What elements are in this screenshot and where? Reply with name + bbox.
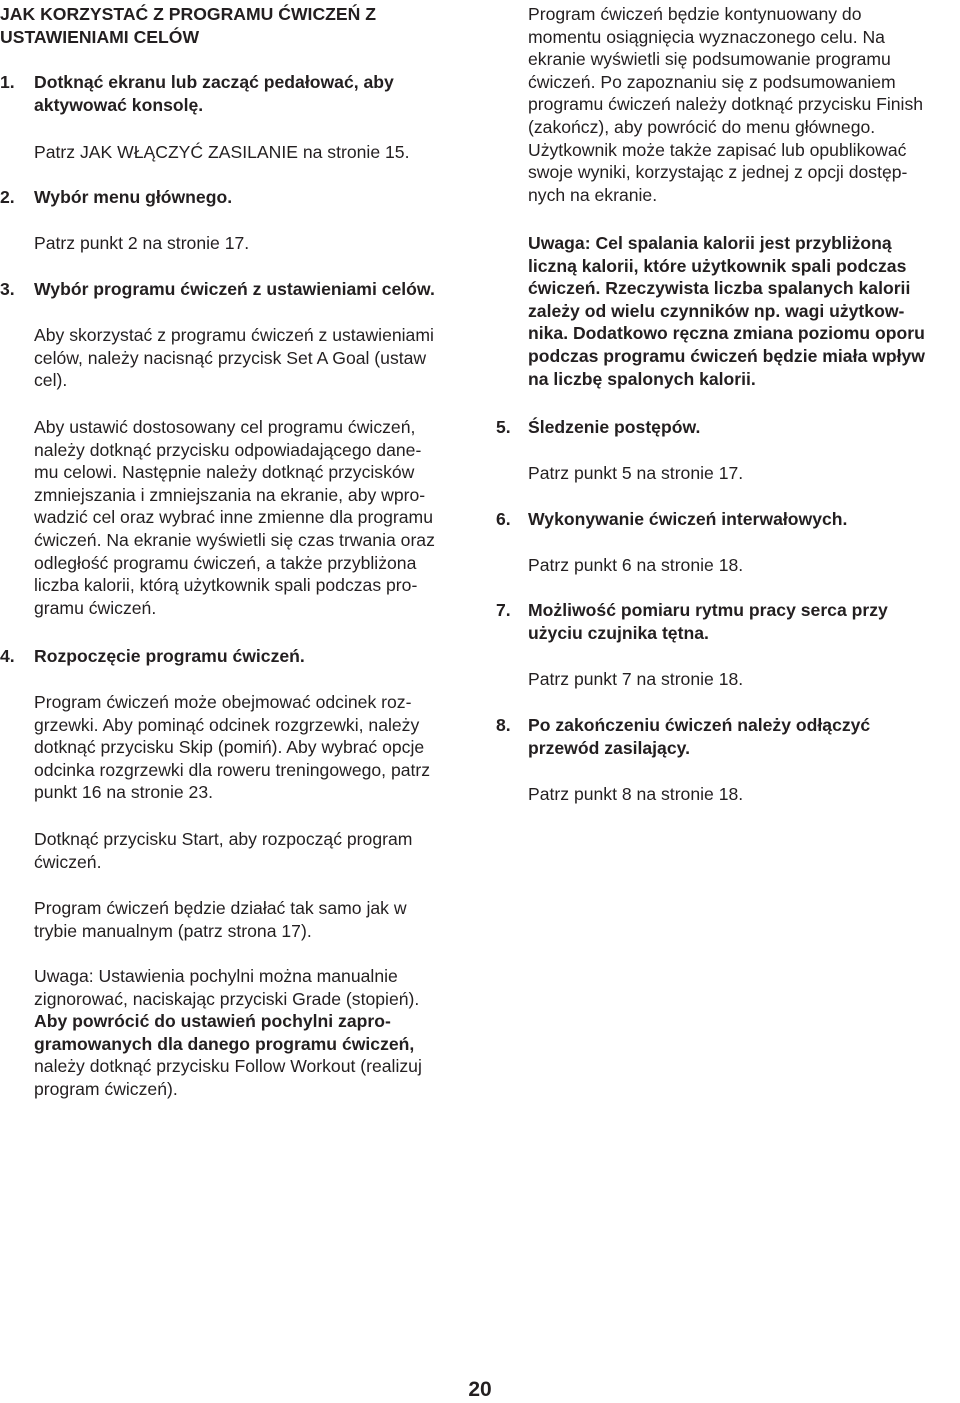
heading-line: USTAWIENIAMI CELÓW [0,26,200,47]
step-8-reference: Patrz punkt 8 na stronie 18. [528,784,744,804]
step-7-title [528,599,888,644]
heading-line: JAK KORZYSTAĆ Z PROGRAMU ĆWICZEŃ Z [0,4,376,24]
text-line: należy dotknąć przycisku odpowiadającego dane- [34,439,422,460]
text-line: na liczbę spalonych kalorii. [528,368,756,389]
text-line: trybie manualnym (patrz strona 17). [34,920,312,941]
step-2-title: Wybór menu głównego. [34,187,233,207]
step-number: 4. [0,646,15,666]
text-line: aktywować konsolę. [34,94,204,115]
step-7-reference: Patrz punkt 7 na stronie 18. [528,669,744,689]
text-line: Program ćwiczeń będzie działać tak samo jak w [34,898,407,918]
text-line: celów, należy nacisnąć przycisk Set A Goal (ustaw [34,347,427,368]
text-line: punkt 16 na stronie 23. [34,782,213,803]
text-line: ćwiczeń. Na ekranie wyświetli się czas trwania oraz [34,529,435,550]
step-2-reference: Patrz punkt 2 na stronie 17. [34,233,250,253]
text-line: liczną kalorii, które użytkownik spali podczas [528,255,907,276]
step-number: 8. [496,715,511,735]
text-line: liczba kalorii, którą użytkownik spali podczas pro- [34,575,418,596]
text-line: zmniejszania i zmniejszania na ekranie, aby wpro- [34,484,426,505]
text-line: podczas programu ćwiczeń będzie miała wpływ [528,345,925,366]
text-line: (zakończ), aby powrócić do menu głównego. [528,116,876,137]
text-line: wadzić cel oraz wybrać inne zmienne dla programu [34,507,433,528]
text-line: nika. Dodatkowo ręczna zmiana poziomu oporu [528,323,925,344]
text-line: zależy od wielu czynników np. wagi użytkow- [528,300,905,321]
text-line: Aby ustawić dostosowany cel programu ćwiczeń, [34,417,416,437]
text-line: Możliwość pomiaru rytmu pracy serca przy [528,600,888,620]
step-5-reference: Patrz punkt 5 na stronie 17. [528,463,744,483]
text-line: ekranie wyświetli się podsumowanie programu [528,49,891,70]
step-number: 2. [0,187,15,207]
text-line: przewód zasilający. [528,737,690,758]
step-4-paragraph [34,897,407,942]
text-line: należy dotknąć przycisku Follow Workout (realizuj [34,1056,422,1077]
section-heading [0,3,376,48]
step-1-title [34,71,394,116]
text-line-bold: Aby powrócić do ustawień pochylni zapro- [34,1011,391,1032]
text-line: odcinka rozgrzewki dla roweru treningowego, patrz [34,759,431,780]
text-line: zignorować, naciskając przyciski Grade (stopień). [34,988,420,1009]
text-line: programu ćwiczeń należy dotknąć przycisku Finish [528,94,924,115]
text-line: Po zakończeniu ćwiczeń należy odłączyć [528,715,871,735]
step-4-note [34,965,422,1101]
text-line-bold: gramowanych dla danego programu ćwiczeń, [34,1033,415,1054]
step-8-title [528,714,870,759]
step-4-paragraph [34,691,430,804]
step-5-title: Śledzenie postępów. [528,417,701,437]
step-4-title: Rozpoczęcie programu ćwiczeń. [34,646,305,666]
step-3-paragraph [34,416,435,619]
step-number: 3. [0,279,15,299]
text-line: gramu ćwiczeń. [34,597,157,618]
text-line: program ćwiczeń). [34,1078,178,1099]
text-line: swoje wyniki, korzystając z jednej z opcji dostęp- [528,162,908,183]
step-6-title: Wykonywanie ćwiczeń interwałowych. [528,509,848,529]
text-line: odległość programu ćwiczeń, a także przybliżona [34,552,417,573]
page-number: 20 [468,1378,492,1401]
summary-paragraph [528,3,923,206]
step-6-reference: Patrz punkt 6 na stronie 18. [528,555,744,575]
text-line: ćwiczeń. Rzeczywista liczba spalanych kalorii [528,278,911,299]
text-line: ćwiczeń. Po zapoznaniu się z podsumowaniem [528,71,896,92]
calorie-note [528,232,925,390]
text-line: Użytkownik może także zapisać lub opublikować [528,139,907,160]
text-line: mu celowi. Następnie należy dotknąć przycisków [34,462,415,483]
text-line: nych na ekranie. [528,184,658,205]
step-3-paragraph [34,324,434,392]
step-number: 1. [0,72,15,92]
step-number: 7. [496,600,511,620]
text-line: ćwiczeń. [34,851,102,872]
text-line: Dotknąć ekranu lub zacząć pedałować, aby [34,72,394,92]
step-4-paragraph [34,828,412,873]
step-number: 6. [496,509,511,529]
text-line: Program ćwiczeń będzie kontynuowany do [528,4,862,24]
text-line: Aby skorzystać z programu ćwiczeń z ustawieniami [34,325,434,345]
text-line: cel). [34,370,68,391]
text-line: Dotknąć przycisku Start, aby rozpocząć program [34,829,413,849]
text-line: Uwaga: Ustawienia pochylni można manualnie [34,966,398,986]
text-line: Uwaga: Cel spalania kalorii jest przybliżoną [528,233,892,253]
text-line: grzewki. Aby pominąć odcinek rozgrzewki, należy [34,714,420,735]
text-line: dotknąć przycisku Skip (pomiń). Aby wybrać opcje [34,737,425,758]
step-number: 5. [496,417,511,437]
step-1-reference: Patrz JAK WŁĄCZYĆ ZASILANIE na stronie 15. [34,142,410,162]
text-line: Program ćwiczeń może obejmować odcinek roz- [34,692,412,712]
text-line: momentu osiągnięcia wyznaczonego celu. Na [528,26,885,47]
text-line: użyciu czujnika tętna. [528,622,709,643]
step-3-title: Wybór programu ćwiczeń z ustawieniami celów. [34,279,435,299]
